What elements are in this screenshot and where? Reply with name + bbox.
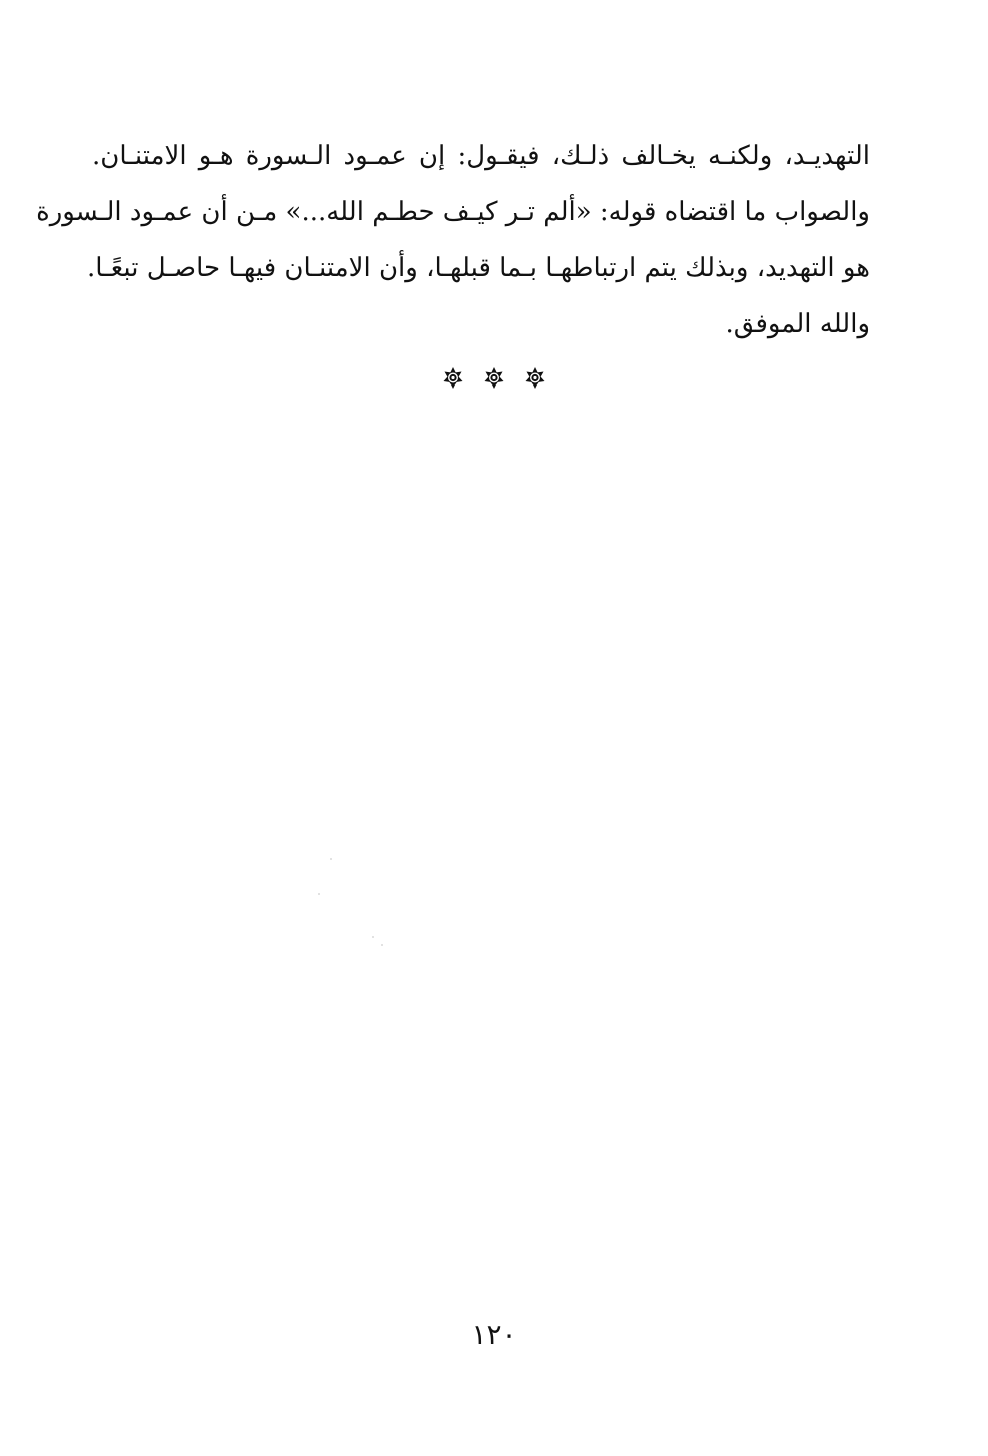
scan-speck bbox=[372, 936, 374, 938]
body-line-1: التهديـد، ولكنـه يخـالف ذلـك، فيقـول: إن عمـود الـسورة هـو الامتنـان. bbox=[92, 141, 870, 171]
scan-speck bbox=[330, 858, 332, 860]
star-flower-ornament-icon bbox=[441, 366, 465, 390]
scan-speck bbox=[318, 893, 320, 895]
scan-speck bbox=[381, 944, 383, 946]
star-flower-ornament-icon bbox=[523, 366, 547, 390]
body-line-2: والصواب ما اقتضاه قوله: «ألم تـر كيـف حطـم الله...» مـن أن عمـود الـسورة bbox=[36, 197, 870, 227]
body-line-4: والله الموفق. bbox=[725, 309, 870, 339]
page-number: ١٢٠ bbox=[471, 1318, 517, 1351]
body-line-3: هو التهديد، وبذلك يتم ارتباطهـا بـما قبلهـا، وأن الامتنـان فيهـا حاصـل تبعًـا. bbox=[87, 253, 870, 283]
star-flower-ornament-icon bbox=[482, 366, 506, 390]
section-separator bbox=[0, 366, 988, 390]
body-text bbox=[36, 128, 870, 352]
